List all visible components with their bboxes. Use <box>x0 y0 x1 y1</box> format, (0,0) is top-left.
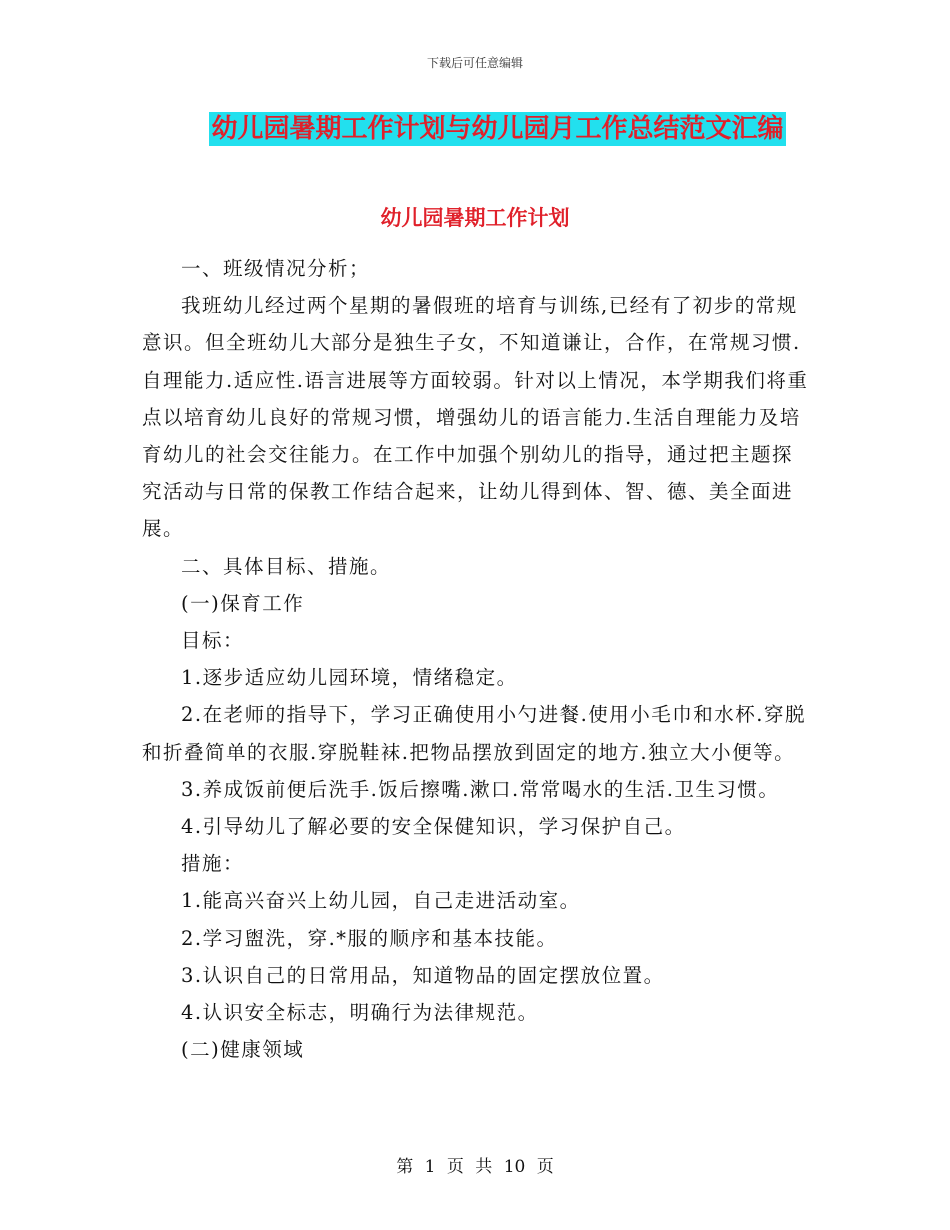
page-footer: 第 1 页 共 10 页 <box>396 1157 554 1177</box>
paragraph: 4.认识安全标志，明确行为法律规范。 <box>181 1001 539 1025</box>
document-title-text: 幼儿园暑期工作计划与幼儿园月工作总结范文汇编 <box>211 114 784 144</box>
paragraph: (二)健康领域 <box>181 1038 305 1062</box>
paragraph: 1.逐步适应幼儿园环境，情绪稳定。 <box>181 666 518 690</box>
paragraph: 1.能高兴奋兴上幼儿园，自己走进活动室。 <box>181 889 581 913</box>
paragraph: 3.认识自己的日常用品，知道物品的固定摆放位置。 <box>181 963 665 987</box>
paragraph: 4.引导幼儿了解必要的安全保健知识，学习保护自己。 <box>181 815 686 839</box>
document-body <box>142 250 812 1068</box>
paragraph: 2.学习盥洗，穿.*服的顺序和基本技能。 <box>181 926 558 950</box>
header-note: 下载后可任意编辑 <box>426 56 523 70</box>
paragraph: 措施： <box>181 852 245 876</box>
paragraph: 目标： <box>181 629 245 653</box>
paragraph: (一)保育工作 <box>181 591 305 615</box>
section-title: 幼儿园暑期工作计划 <box>380 205 570 230</box>
paragraph: 我班幼儿经过两个星期的暑假班的培育与训练,已经有了初步的常规意识。但全班幼儿大部分是独生子女，不知道谦让，合作，在常规习惯.自理能力.适应性.语言进展等方面较弱。针对以上情况，本学期我们将重点以培育幼儿良好的常规习惯，增强幼儿的语言能力.生活自理能力及培育幼儿的社会交往能力。在工作中加强个别幼儿的指导，通过把主题探究活动与日常的保教工作结合起来，让幼儿得到体、智、德、美全面进展。 <box>142 294 809 541</box>
paragraph: 二、具体目标、措施。 <box>181 554 392 578</box>
paragraph: 2.在老师的指导下，学习正确使用小勺进餐.使用小毛巾和水杯.穿脱和折叠简单的衣服.穿脱鞋袜.把物品摆放到固定的地方.独立大小便等。 <box>142 703 807 764</box>
paragraph: 一、班级情况分析； <box>181 257 371 280</box>
document-title <box>0 112 950 146</box>
paragraph: 3.养成饭前便后洗手.饭后擦嘴.漱口.常常喝水的生活.卫生习惯。 <box>181 777 780 801</box>
